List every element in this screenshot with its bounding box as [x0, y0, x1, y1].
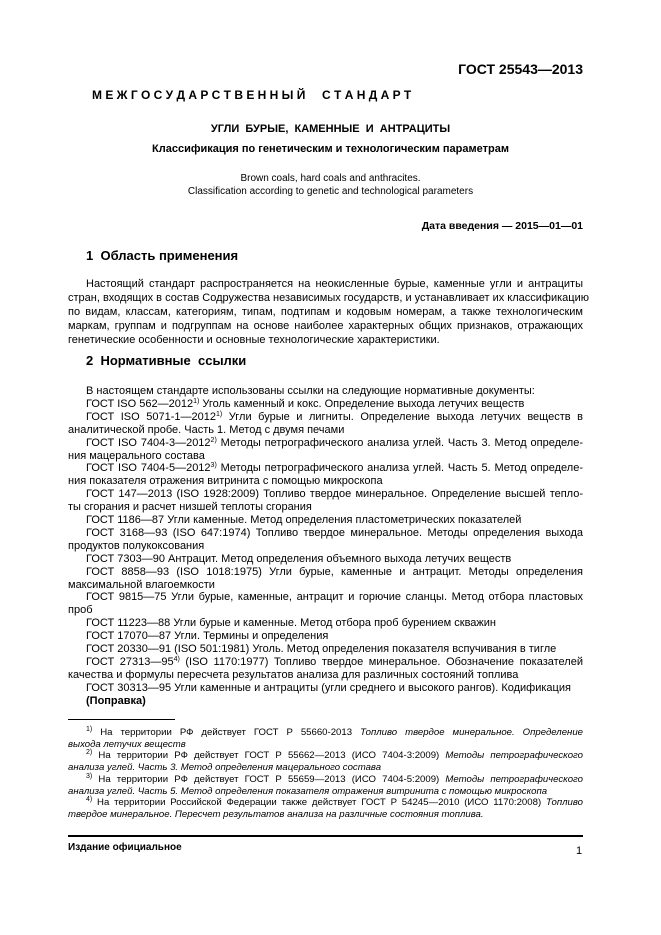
text-run: На территории РФ действует ГОСТ Р 55660-2013 — [92, 727, 361, 738]
document-title: УГЛИ БУРЫЕ, КАМЕННЫЕ И АНТРАЦИТЫ — [210, 123, 451, 135]
text-run: ГОСТ 9815—75 Угли бурые, каменные, антрацит и горючие сланцы. Метод отбора пластовых — [86, 591, 583, 604]
text-run: В настоящем стандарте использованы ссылки на следующие нормативные документы: — [86, 385, 535, 397]
footnote-line — [68, 762, 583, 773]
text-run: качества и формулы пересчета результатов анализа для различных состояний топлива — [68, 668, 519, 681]
text-run: выхода летучих веществ — [68, 738, 186, 750]
reference-line — [86, 695, 583, 707]
paragraph-line — [68, 320, 583, 332]
reference-line — [86, 617, 583, 629]
footnote-line — [86, 774, 583, 785]
text-run: Уголь каменный и кокс. Определение выхода летучих веществ — [199, 397, 525, 410]
text-run: Топливо — [545, 797, 583, 809]
text-run: На территории РФ действует ГОСТ Р 55659—2013 (ИСО 7404-5:2009) — [92, 773, 446, 785]
text-run: Угли бурые и лигниты. Определение выхода летучих веществ в — [222, 410, 583, 423]
reference-line — [86, 527, 583, 539]
reference-line — [86, 682, 583, 694]
paragraph-line — [68, 334, 583, 346]
reference-line — [86, 643, 583, 655]
document-subtitle: Классификация по генетическим и технологическим параметрам — [152, 143, 509, 155]
reference-line — [86, 488, 583, 500]
footer-rule — [68, 835, 583, 837]
paragraph-line — [68, 292, 589, 304]
english-title: Brown coals, hard coals and anthracites. — [240, 173, 421, 184]
text-run: ГОСТ 11223—88 Угли бурые и каменные. Метод отбора проб бурением скважин — [86, 617, 496, 630]
reference-line — [68, 450, 583, 462]
reference-line — [86, 656, 583, 668]
text-run: Методы петрографического — [445, 773, 583, 785]
standard-type-heading: М Е Ж Г О С У Д А Р С Т В Е Н Н Ы Й С Т А Н Д А Р Т — [92, 88, 412, 102]
text-run: по видам, классам, категориям, типам, подтипам и кодовым номерам, а также технологическим — [68, 306, 583, 318]
text-run: ГОСТ 27313—95 — [86, 655, 174, 668]
text-run: аналитической пробе. Часть 1. Метод с двумя печами — [68, 423, 345, 436]
text-run: ГОСТ 147—2013 (ISO 1928:2009) Топливо твердое минеральное. Определение высшей тепло- — [86, 488, 583, 501]
text-run: ГОСТ ISO 7404-5—2012 — [86, 462, 211, 475]
text-run: ГОСТ 30313—95 Угли каменные и антрациты (угли среднего и высокого рангов). Кодификация — [86, 681, 571, 694]
text-run: ГОСТ 20330—91 (ISO 501:1981) Уголь. Метод определения показателя вспучивания в тигле — [86, 643, 557, 655]
text-run: твердое минеральное. Пересчет результатов анализа на различные состояния топлива. — [68, 808, 484, 820]
text-run: проб — [68, 604, 93, 617]
text-run: (Поправка) — [86, 694, 146, 707]
text-run: анализа углей. Часть 3. Метод определения мацерального состава — [68, 762, 382, 774]
reference-line — [68, 540, 583, 552]
page-number: 1 — [576, 845, 583, 857]
text-run: максимальной влагоемкости — [68, 578, 215, 591]
reference-line — [86, 437, 583, 449]
reference-line — [86, 514, 583, 526]
footnote-marker: 3) — [210, 462, 217, 470]
text-run: ГОСТ 1186—87 Угли каменные. Метод определения пластометрических показателей — [86, 514, 522, 526]
text-run: ГОСТ ISO 5071-1—2012 — [86, 410, 216, 423]
text-run: маркам, группам и подгруппам на основе наиболее характерных общих признаков, отражающих — [68, 320, 583, 332]
footnote-marker: 1) — [86, 726, 93, 733]
reference-line — [68, 501, 583, 513]
document-number: ГОСТ 25543—2013 — [458, 61, 583, 77]
reference-line — [86, 462, 583, 474]
text-run: ГОСТ ISO 7404-3—2012 — [86, 436, 211, 449]
introduction-date: Дата введения — 2015—01—01 — [421, 220, 583, 232]
reference-line — [86, 553, 583, 565]
reference-line — [68, 579, 583, 591]
footnote-marker: 1) — [215, 410, 223, 418]
footnote-marker: 2) — [210, 436, 217, 444]
reference-line — [68, 669, 583, 681]
reference-line — [86, 566, 583, 578]
text-run: ГОСТ 17070—87 Угли. Термины и определения — [86, 630, 329, 643]
text-run: генетические особенности и основные технологические характеристики. — [68, 334, 440, 346]
footnote-marker: 1) — [193, 397, 200, 405]
reference-line — [68, 424, 583, 436]
reference-line — [86, 630, 583, 642]
footnote-line — [68, 739, 583, 750]
reference-line — [86, 411, 583, 423]
text-run: (ISO 1170:1977) Топливо твердое минеральное. Обозначение показателей — [179, 655, 583, 668]
footnote-separator — [68, 719, 175, 720]
reference-line — [86, 591, 583, 603]
footnote-marker: 3) — [86, 772, 93, 780]
paragraph-line — [86, 278, 583, 290]
text-run: Топливо твердое минеральное. Определение — [360, 727, 584, 738]
reference-line — [86, 398, 583, 410]
text-run: Методы петрографического анализа углей. Часть 3. Метод определе- — [216, 436, 583, 449]
footnote-marker: 4) — [86, 796, 93, 804]
text-run: ГОСТ ISO 562—2012 — [86, 397, 194, 410]
text-run: продуктов полукоксования — [68, 539, 205, 552]
text-run: На территории Российской Федерации также действует ГОСТ Р 54245—2010 (ИСО 1170:2008) — [92, 797, 546, 809]
footnote-line — [68, 786, 583, 797]
english-subtitle: Classification according to genetic and technological parameters — [187, 186, 474, 197]
text-run: ГОСТ 7303—90 Антрацит. Метод определения объемного выхода летучих веществ — [86, 552, 512, 565]
text-run: стран, входящих в состав Содружества независимых государств, и устанавливает их классификацию — [68, 292, 589, 304]
reference-line — [86, 385, 583, 397]
text-run: ты сгорания и расчет низшей теплоты сгорания — [68, 501, 312, 514]
text-run: ния показателя отражения витринита с помощью микроскопа — [68, 475, 383, 488]
text-run: ГОСТ 8858—93 (ISO 1018:1975) Угли бурые, каменные и антрацит. Методы определения — [86, 565, 583, 578]
section-1-heading: 1 Область применения — [86, 248, 239, 263]
footnote-marker: 4) — [173, 655, 180, 663]
reference-line — [68, 475, 583, 487]
footnote-marker: 2) — [86, 749, 93, 757]
reference-line — [68, 604, 583, 616]
text-run: Методы петрографического — [445, 750, 583, 762]
official-edition-label: Издание официальное — [68, 842, 182, 853]
text-run: Методы петрографического анализа углей. Часть 5. Метод определе- — [216, 462, 583, 475]
paragraph-line — [68, 306, 583, 318]
text-run: ния мацерального состава — [68, 449, 205, 462]
footnote-line — [86, 750, 583, 761]
text-run: анализа углей. Часть 5. Метод определения показателя отражения витринита с помощью микроскопа — [68, 785, 548, 797]
section-2-heading: 2 Нормативные ссылки — [86, 353, 247, 368]
text-run: Настоящий стандарт распространяется на неокисленные бурые, каменные угли и антрациты — [86, 278, 583, 290]
footnote-line — [68, 809, 583, 820]
text-run: ГОСТ 3168—93 (ISO 647:1974) Топливо твердое минеральное. Методы определения выхода — [86, 526, 583, 539]
text-run: На территории РФ действует ГОСТ Р 55662—2013 (ИСО 7404-3:2009) — [92, 750, 446, 762]
footnote-line — [86, 727, 583, 738]
footnote-line — [86, 797, 583, 808]
